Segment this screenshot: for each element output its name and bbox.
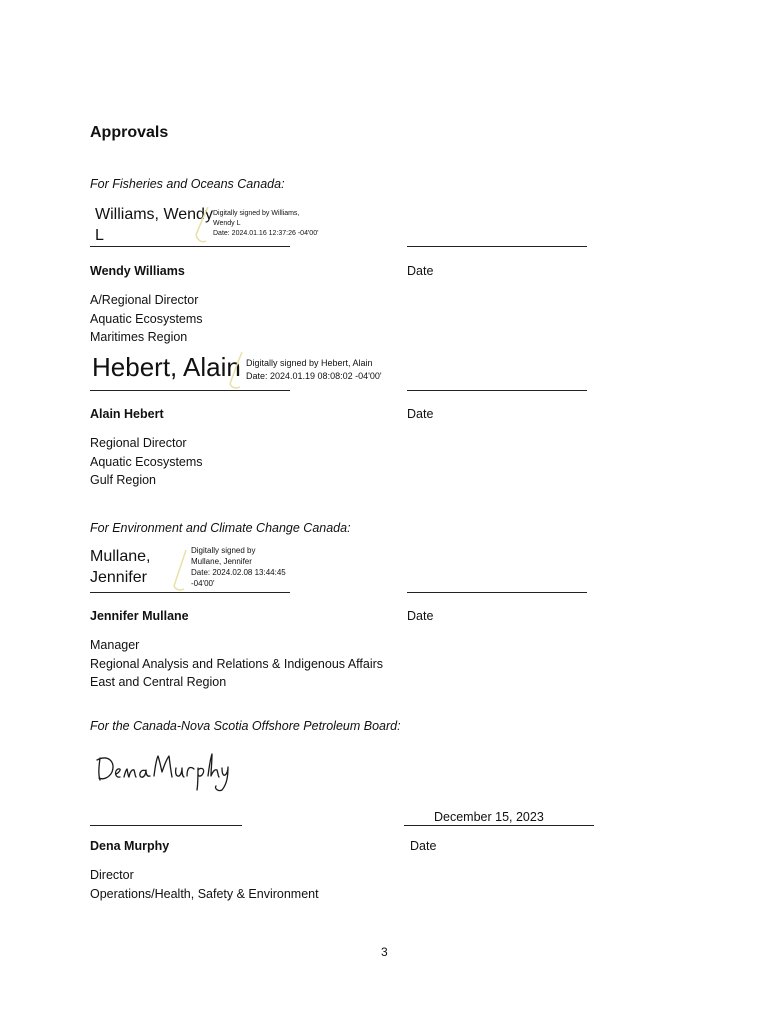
signature-name-line: L xyxy=(95,227,104,244)
title-line: A/Regional Director xyxy=(90,293,199,307)
title-line: East and Central Region xyxy=(90,675,227,689)
title-line: Operations/Health, Safety & Environment xyxy=(90,886,319,901)
date-label: Date xyxy=(410,839,437,853)
date-line xyxy=(407,246,587,247)
signature-detail-line: Digitally signed by Williams, xyxy=(213,210,300,217)
signature-line xyxy=(90,592,290,593)
page-heading: Approvals xyxy=(90,124,169,141)
org-label-eccc: For Environment and Climate Change Canada: xyxy=(90,521,351,535)
signature-detail-line: Digitally signed by Hebert, Alain xyxy=(246,358,373,368)
title-line: Manager xyxy=(90,638,140,652)
date-line xyxy=(407,592,587,593)
signer-title xyxy=(90,866,319,903)
title-line: Regional Director xyxy=(90,436,187,450)
digital-signature-name xyxy=(90,546,150,588)
page-number: 3 xyxy=(381,945,388,959)
signature-line xyxy=(90,246,290,247)
signature-detail-line: Digitally signed by xyxy=(191,546,256,555)
signature-check-icon xyxy=(170,548,190,592)
signer-title xyxy=(90,291,203,347)
signature-detail-line: Mullane, Jennifer xyxy=(191,557,252,566)
signature-line xyxy=(90,825,242,826)
signature-line xyxy=(90,390,290,391)
signer-title xyxy=(90,434,203,490)
date-label: Date xyxy=(407,609,434,623)
signature-detail-line: Wendy L xyxy=(213,220,241,227)
signature-detail-line: Date: 2024.01.19 08:08:02 -04'00' xyxy=(246,371,382,381)
signature-name-line: Williams, Wendy xyxy=(95,206,213,223)
signature-detail-line: Date: 2024.01.16 12:37:26 -04'00' xyxy=(213,230,319,237)
title-line: Regional Analysis and Relations & Indigenous Affairs xyxy=(90,656,384,671)
signature-name-line: Mullane, xyxy=(90,548,151,565)
signature-check-icon xyxy=(192,205,212,245)
date-value: December 15, 2023 xyxy=(434,810,544,824)
date-label: Date xyxy=(407,407,434,421)
signer-name: Jennifer Mullane xyxy=(90,609,189,623)
signature-check-icon xyxy=(226,350,246,390)
signer-name: Wendy Williams xyxy=(90,264,185,278)
title-line: Aquatic Ecosystems xyxy=(90,311,203,326)
signature-name-line: Jennifer xyxy=(90,569,147,586)
signature-detail-line: -04'00' xyxy=(191,579,215,588)
org-label-dfo: For Fisheries and Oceans Canada: xyxy=(90,177,285,191)
title-line: Aquatic Ecosystems xyxy=(90,454,203,469)
handwritten-signature xyxy=(94,748,234,798)
signer-name: Alain Hebert xyxy=(90,407,164,421)
date-label: Date xyxy=(407,264,434,278)
date-line xyxy=(407,390,587,391)
title-line: Director xyxy=(90,868,134,882)
digital-signature-name: Hebert, Alain xyxy=(92,352,241,382)
title-line: Gulf Region xyxy=(90,473,157,487)
signer-name: Dena Murphy xyxy=(90,839,170,853)
title-line: Maritimes Region xyxy=(90,330,188,344)
digital-signature-details xyxy=(191,545,286,589)
signature-detail-line: Date: 2024.02.08 13:44:45 xyxy=(191,568,286,577)
org-label-cnsopb: For the Canada-Nova Scotia Offshore Petroleum Board: xyxy=(90,719,401,733)
digital-signature-details xyxy=(246,357,382,383)
signer-title xyxy=(90,636,383,692)
date-line xyxy=(404,825,594,826)
digital-signature-details xyxy=(213,209,318,239)
